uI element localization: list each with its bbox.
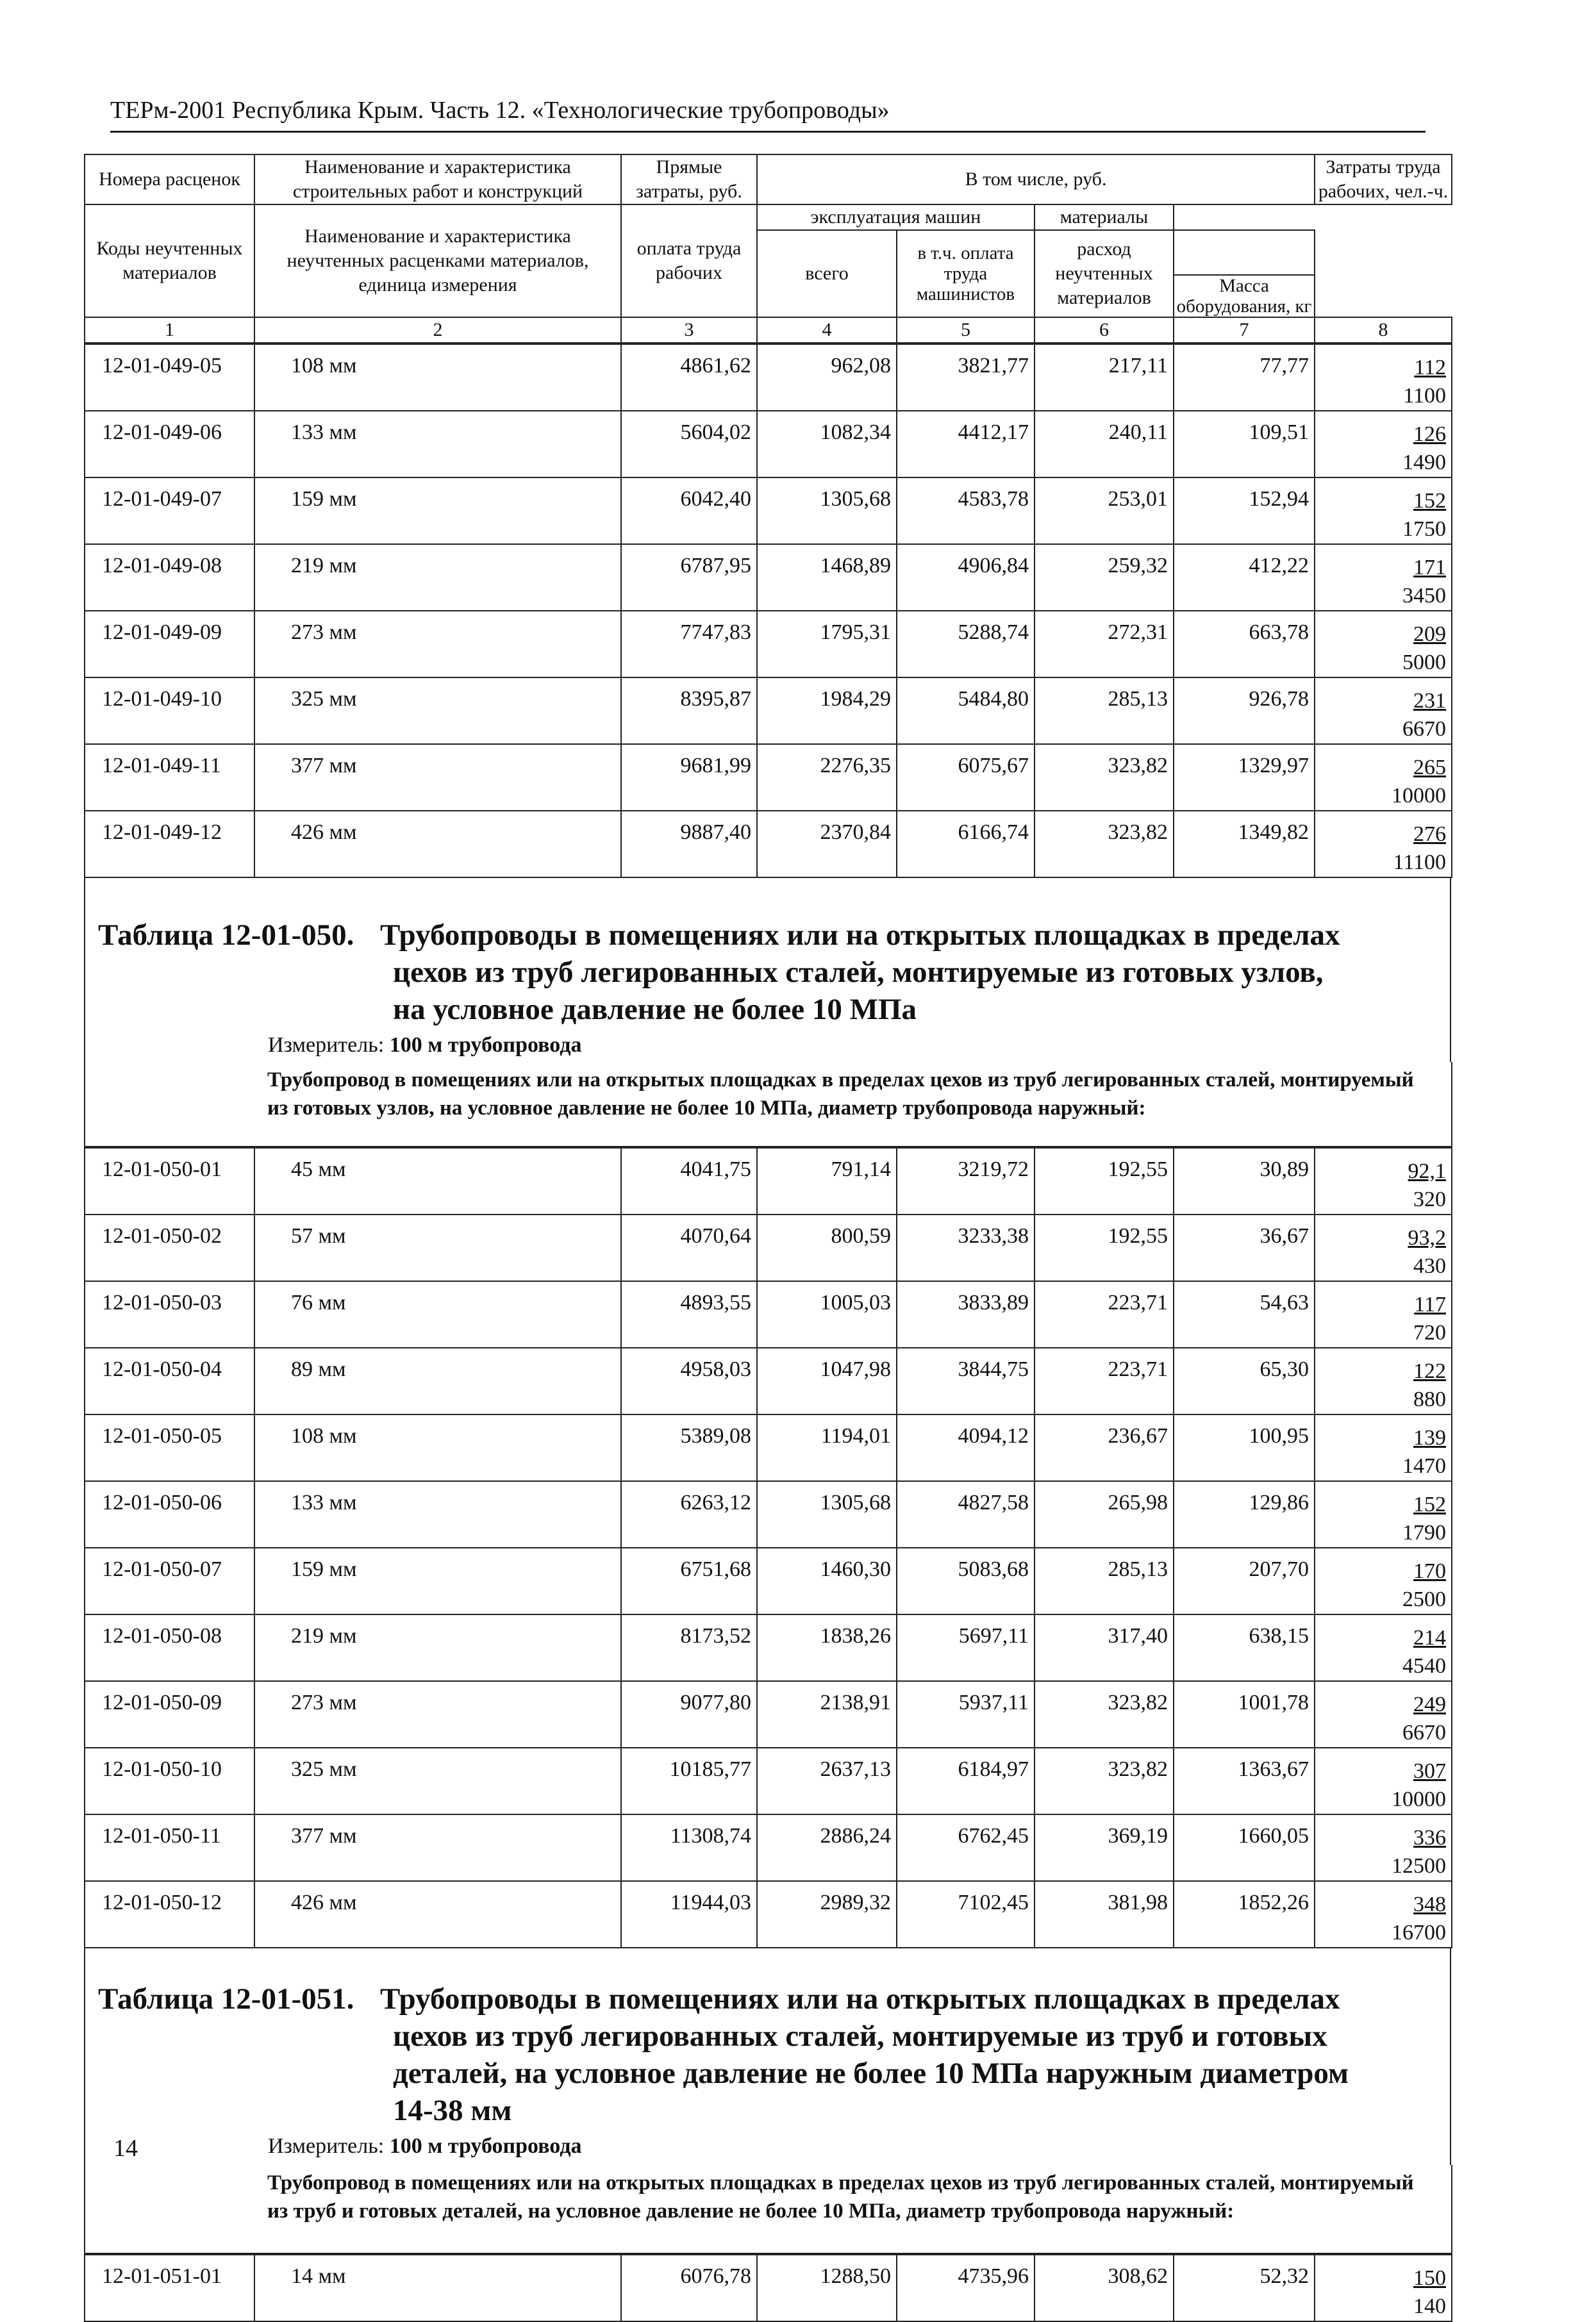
table-051-measure xyxy=(85,2134,1450,2159)
rate-code: 12-01-050-02 xyxy=(85,1215,254,1281)
rate-row xyxy=(85,1814,1452,1881)
materials-cost: 65,30 xyxy=(1174,1348,1315,1414)
direct-costs: 8173,52 xyxy=(621,1614,757,1681)
column-number: 3 xyxy=(621,317,757,343)
labor-hours-and-mass xyxy=(1315,1281,1452,1348)
col8-top-cont xyxy=(1174,230,1315,275)
materials-cost: 412,22 xyxy=(1174,544,1315,611)
labor-wages: 1468,89 xyxy=(757,544,897,611)
equipment-mass: 1790 xyxy=(1402,1521,1446,1545)
rate-name: 76 мм xyxy=(254,1281,621,1348)
labor-hours-and-mass xyxy=(1315,344,1452,411)
table-051-title-line: 14-38 мм xyxy=(393,2094,512,2127)
rate-name: 57 мм xyxy=(254,1215,621,1281)
rate-name: 219 мм xyxy=(254,544,621,611)
operators-wages: 308,62 xyxy=(1035,2255,1174,2321)
labor-hours: 265 xyxy=(1413,756,1446,779)
labor-hours: 307 xyxy=(1413,1759,1446,1783)
operators-wages: 265,98 xyxy=(1035,1481,1174,1548)
labor-hours-and-mass xyxy=(1315,811,1452,877)
col1-bottom-header: Коды неучтенных материалов xyxy=(85,204,254,317)
labor-wages: 1288,50 xyxy=(757,2255,897,2321)
operators-wages: 217,11 xyxy=(1035,344,1174,411)
direct-costs: 4070,64 xyxy=(621,1215,757,1281)
labor-hours-and-mass xyxy=(1315,1481,1452,1548)
rate-name: 159 мм xyxy=(254,477,621,544)
labor-hours: 93,2 xyxy=(1408,1226,1446,1250)
equipment-mass: 10000 xyxy=(1392,1787,1446,1811)
column-number: 8 xyxy=(1315,317,1452,343)
table-051-intro: Трубопровод в помещениях или на открытых площадках в пределах цехов из труб легированных сталей, монтируемый из труб и готовых деталей, на условное давление не более 10 МПа, диаметр трубопровода наружный: xyxy=(267,2171,1414,2223)
labor-hours: 336 xyxy=(1413,1826,1446,1850)
rate-code: 12-01-050-10 xyxy=(85,1748,254,1814)
labor-hours-and-mass xyxy=(1315,477,1452,544)
col8-top-header: Затраты труда рабочих, чел.-ч. xyxy=(1315,154,1452,204)
rate-row xyxy=(85,1748,1452,1814)
rate-row xyxy=(85,1281,1452,1348)
labor-hours-and-mass xyxy=(1315,611,1452,677)
machines-total: 5083,68 xyxy=(897,1548,1035,1614)
labor-hours: 92,1 xyxy=(1408,1159,1446,1183)
equipment-mass: 4540 xyxy=(1402,1654,1446,1678)
rates-document xyxy=(84,154,1451,2318)
operators-wages: 253,01 xyxy=(1035,477,1174,544)
direct-costs: 5389,08 xyxy=(621,1414,757,1481)
labor-hours-and-mass xyxy=(1315,544,1452,611)
labor-wages: 2989,32 xyxy=(757,1881,897,1948)
rate-row xyxy=(85,477,1452,544)
table-050-title-line: Трубопроводы в помещениях или на открытых площадках в пределах xyxy=(380,918,1340,952)
rate-code: 12-01-049-06 xyxy=(85,411,254,477)
rate-row xyxy=(85,1148,1452,1215)
labor-hours: 170 xyxy=(1413,1559,1446,1583)
materials-cost: 1660,05 xyxy=(1174,1814,1315,1881)
table-050-intro-row xyxy=(84,1062,1452,1147)
rate-row xyxy=(85,744,1452,811)
machines-total: 5484,80 xyxy=(897,677,1035,744)
measure-value: 100 м трубопровода xyxy=(389,1033,582,1057)
materials-cost: 207,70 xyxy=(1174,1548,1315,1614)
operators-wages: 285,13 xyxy=(1035,677,1174,744)
rate-name: 159 мм xyxy=(254,1548,621,1614)
labor-hours-and-mass xyxy=(1315,1414,1452,1481)
machines-total: 6075,67 xyxy=(897,744,1035,811)
operators-wages: 259,32 xyxy=(1035,544,1174,611)
rate-code: 12-01-050-08 xyxy=(85,1614,254,1681)
rate-name: 377 мм xyxy=(254,744,621,811)
rate-row xyxy=(85,544,1452,611)
machines-total: 4735,96 xyxy=(897,2255,1035,2321)
labor-wages: 2637,13 xyxy=(757,1748,897,1814)
materials-cost: 1329,97 xyxy=(1174,744,1315,811)
equipment-mass: 16700 xyxy=(1392,1921,1446,1945)
operators-wages: 381,98 xyxy=(1035,1881,1174,1948)
machines-header: эксплуатация машин xyxy=(757,204,1035,230)
equipment-mass: 5000 xyxy=(1402,651,1446,674)
labor-hours-and-mass xyxy=(1315,1548,1452,1614)
machines-total: 5288,74 xyxy=(897,611,1035,677)
machines-total: 4412,17 xyxy=(897,411,1035,477)
column-number: 1 xyxy=(85,317,254,343)
machines-total: 3833,89 xyxy=(897,1281,1035,1348)
rate-name: 14 мм xyxy=(254,2255,621,2321)
equipment-mass: 140 xyxy=(1413,2294,1446,2318)
rate-name: 108 мм xyxy=(254,1414,621,1481)
col3-header: Прямые затраты, руб. xyxy=(621,154,757,204)
rate-row xyxy=(85,411,1452,477)
table-050-intro: Трубопровод в помещениях или на открытых площадках в пределах цехов из труб легированных сталей, монтируемый из готовых узлов, на условное давление не более 10 МПа, диаметр трубопровода наружный: xyxy=(267,1068,1414,1120)
direct-costs: 4861,62 xyxy=(621,344,757,411)
rate-row xyxy=(85,677,1452,744)
operators-wages: 317,40 xyxy=(1035,1614,1174,1681)
machines-total: 3233,38 xyxy=(897,1215,1035,1281)
table-051-rows xyxy=(84,2254,1452,2322)
labor-wages: 1082,34 xyxy=(757,411,897,477)
direct-costs: 10185,77 xyxy=(621,1748,757,1814)
table-050-title-line: цехов из труб легированных сталей, монтируемые из готовых узлов, xyxy=(393,956,1324,989)
rate-code: 12-01-050-04 xyxy=(85,1348,254,1414)
labor-hours-and-mass xyxy=(1315,1814,1452,1881)
labor-hours: 122 xyxy=(1413,1359,1446,1383)
col5-header: всего xyxy=(757,230,897,317)
labor-wages: 800,59 xyxy=(757,1215,897,1281)
equipment-mass: 10000 xyxy=(1392,784,1446,808)
measure-value: 100 м трубопровода xyxy=(389,2134,582,2158)
operators-wages: 323,82 xyxy=(1035,744,1174,811)
labor-wages: 1305,68 xyxy=(757,477,897,544)
rate-row xyxy=(85,1881,1452,1948)
machines-total: 3821,77 xyxy=(897,344,1035,411)
col7-header: расход неучтенных материалов xyxy=(1035,230,1174,317)
page-number: 14 xyxy=(113,2135,138,2162)
equipment-mass: 1490 xyxy=(1402,451,1446,474)
direct-costs: 11944,03 xyxy=(621,1881,757,1948)
rate-code: 12-01-050-06 xyxy=(85,1481,254,1548)
col6-header: в т.ч. оплата труда машинистов xyxy=(897,230,1035,317)
rate-code: 12-01-050-07 xyxy=(85,1548,254,1614)
rate-row xyxy=(85,1414,1452,1481)
direct-costs: 4041,75 xyxy=(621,1148,757,1215)
labor-hours: 152 xyxy=(1413,1493,1446,1516)
table-051-title-line: цехов из труб легированных сталей, монтируемые из труб и готовых xyxy=(393,2019,1327,2053)
rate-name: 45 мм xyxy=(254,1148,621,1215)
column-number: 2 xyxy=(254,317,621,343)
rate-name: 426 мм xyxy=(254,811,621,877)
materials-header: материалы xyxy=(1035,204,1174,230)
column-number: 5 xyxy=(897,317,1035,343)
rate-name: 133 мм xyxy=(254,1481,621,1548)
equipment-mass: 2500 xyxy=(1402,1588,1446,1611)
labor-wages: 2276,35 xyxy=(757,744,897,811)
table-051-intro-row xyxy=(84,2165,1452,2254)
measure-label: Измеритель: xyxy=(268,2134,385,2158)
equipment-mass: 12500 xyxy=(1392,1854,1446,1878)
rate-name: 108 мм xyxy=(254,344,621,411)
col1-top-header: Номера расценок xyxy=(85,154,254,204)
labor-hours: 117 xyxy=(1414,1293,1446,1316)
direct-costs: 9077,80 xyxy=(621,1681,757,1748)
rate-row xyxy=(85,344,1452,411)
machines-total: 5937,11 xyxy=(897,1681,1035,1748)
operators-wages: 236,67 xyxy=(1035,1414,1174,1481)
rate-code: 12-01-049-09 xyxy=(85,611,254,677)
table-050-heading xyxy=(84,878,1451,1062)
table-051-title-line: Трубопроводы в помещениях или на открытых площадках в пределах xyxy=(380,1982,1340,2016)
materials-cost: 52,32 xyxy=(1174,2255,1315,2321)
operators-wages: 323,82 xyxy=(1035,811,1174,877)
direct-costs: 6263,12 xyxy=(621,1481,757,1548)
labor-hours: 249 xyxy=(1413,1693,1446,1716)
labor-hours-and-mass xyxy=(1315,1614,1452,1681)
equipment-mass: 1750 xyxy=(1402,517,1446,541)
labor-hours-and-mass xyxy=(1315,677,1452,744)
machines-total: 7102,45 xyxy=(897,1881,1035,1948)
machines-total: 3219,72 xyxy=(897,1148,1035,1215)
equipment-mass: 3450 xyxy=(1402,584,1446,608)
labor-wages: 1984,29 xyxy=(757,677,897,744)
operators-wages: 192,55 xyxy=(1035,1148,1174,1215)
direct-costs: 4958,03 xyxy=(621,1348,757,1414)
operators-wages: 223,71 xyxy=(1035,1348,1174,1414)
operators-wages: 272,31 xyxy=(1035,611,1174,677)
operators-wages: 240,11 xyxy=(1035,411,1174,477)
labor-hours: 231 xyxy=(1413,689,1446,713)
rate-row xyxy=(85,2255,1452,2321)
table-051-label: Таблица 12-01-051. xyxy=(98,1982,354,2016)
rate-row xyxy=(85,1548,1452,1614)
labor-wages: 962,08 xyxy=(757,344,897,411)
rate-name: 377 мм xyxy=(254,1814,621,1881)
machines-total: 4827,58 xyxy=(897,1481,1035,1548)
materials-cost: 926,78 xyxy=(1174,677,1315,744)
direct-costs: 4893,55 xyxy=(621,1281,757,1348)
direct-costs: 7747,83 xyxy=(621,611,757,677)
machines-total: 6166,74 xyxy=(897,811,1035,877)
measure-label: Измеритель: xyxy=(268,1033,385,1057)
materials-cost: 1852,26 xyxy=(1174,1881,1315,1948)
labor-wages: 791,14 xyxy=(757,1148,897,1215)
labor-hours: 214 xyxy=(1413,1626,1446,1650)
direct-costs: 9681,99 xyxy=(621,744,757,811)
col8-bottom-header: Масса оборудования, кг xyxy=(1174,275,1315,317)
rate-name: 325 мм xyxy=(254,1748,621,1814)
column-number: 4 xyxy=(757,317,897,343)
table-051-title-line: деталей, на условное давление не более 10 МПа наружным диаметром xyxy=(393,2057,1349,2090)
rate-name: 219 мм xyxy=(254,1614,621,1681)
labor-hours: 152 xyxy=(1413,489,1446,513)
labor-wages: 1005,03 xyxy=(757,1281,897,1348)
labor-hours: 171 xyxy=(1413,556,1446,579)
column-numbers-row xyxy=(85,317,1452,343)
labor-wages: 1194,01 xyxy=(757,1414,897,1481)
machines-total: 6762,45 xyxy=(897,1814,1035,1881)
direct-costs: 6076,78 xyxy=(621,2255,757,2321)
labor-wages: 2138,91 xyxy=(757,1681,897,1748)
rate-row xyxy=(85,611,1452,677)
rate-code: 12-01-051-01 xyxy=(85,2255,254,2321)
rate-code: 12-01-050-05 xyxy=(85,1414,254,1481)
equipment-mass: 320 xyxy=(1413,1188,1446,1211)
direct-costs: 9887,40 xyxy=(621,811,757,877)
operators-wages: 223,71 xyxy=(1035,1281,1174,1348)
labor-hours-and-mass xyxy=(1315,411,1452,477)
rate-name: 325 мм xyxy=(254,677,621,744)
equipment-mass: 1470 xyxy=(1402,1454,1446,1478)
labor-hours-and-mass xyxy=(1315,1881,1452,1948)
rate-row xyxy=(85,1215,1452,1281)
equipment-mass: 11100 xyxy=(1393,850,1446,874)
labor-hours-and-mass xyxy=(1315,1148,1452,1215)
materials-cost: 109,51 xyxy=(1174,411,1315,477)
equipment-mass: 6670 xyxy=(1402,717,1446,741)
labor-hours: 276 xyxy=(1413,822,1446,846)
rate-code: 12-01-049-11 xyxy=(85,744,254,811)
materials-cost: 638,15 xyxy=(1174,1614,1315,1681)
rate-row xyxy=(85,1348,1452,1414)
labor-wages: 1795,31 xyxy=(757,611,897,677)
rate-name: 89 мм xyxy=(254,1348,621,1414)
operators-wages: 323,82 xyxy=(1035,1748,1174,1814)
labor-hours: 112 xyxy=(1414,356,1446,379)
operators-wages: 285,13 xyxy=(1035,1548,1174,1614)
materials-cost: 1349,82 xyxy=(1174,811,1315,877)
rate-row xyxy=(85,1681,1452,1748)
rate-code: 12-01-050-11 xyxy=(85,1814,254,1881)
labor-wages: 1838,26 xyxy=(757,1614,897,1681)
labor-hours: 150 xyxy=(1413,2266,1446,2290)
table-051-heading xyxy=(84,1948,1451,2165)
col4-header: оплата труда рабочих xyxy=(621,204,757,317)
machines-total: 4583,78 xyxy=(897,477,1035,544)
col2-bottom-header: Наименование и характеристика неучтенных расценками материалов, единица измерения xyxy=(254,204,621,317)
labor-hours-and-mass xyxy=(1315,2255,1452,2321)
direct-costs: 6787,95 xyxy=(621,544,757,611)
direct-costs: 8395,87 xyxy=(621,677,757,744)
rate-code: 12-01-049-12 xyxy=(85,811,254,877)
rate-row xyxy=(85,1614,1452,1681)
operators-wages: 323,82 xyxy=(1035,1681,1174,1748)
rate-name: 273 мм xyxy=(254,611,621,677)
labor-hours-and-mass xyxy=(1315,1348,1452,1414)
rate-code: 12-01-050-12 xyxy=(85,1881,254,1948)
labor-wages: 2370,84 xyxy=(757,811,897,877)
operators-wages: 369,19 xyxy=(1035,1814,1174,1881)
table-050-title xyxy=(85,878,1450,1028)
table-050-rows xyxy=(84,1147,1452,1948)
machines-total: 6184,97 xyxy=(897,1748,1035,1814)
labor-hours: 348 xyxy=(1413,1893,1446,1916)
column-number: 6 xyxy=(1035,317,1174,343)
labor-wages: 1460,30 xyxy=(757,1548,897,1614)
labor-hours: 209 xyxy=(1413,622,1446,646)
table-header xyxy=(84,154,1452,344)
materials-cost: 54,63 xyxy=(1174,1281,1315,1348)
materials-cost: 129,86 xyxy=(1174,1481,1315,1548)
machines-total: 3844,75 xyxy=(897,1348,1035,1414)
equipment-mass: 720 xyxy=(1413,1321,1446,1345)
materials-cost: 663,78 xyxy=(1174,611,1315,677)
equipment-mass: 1100 xyxy=(1403,384,1446,408)
rate-code: 12-01-049-05 xyxy=(85,344,254,411)
labor-hours-and-mass xyxy=(1315,1681,1452,1748)
machines-total: 5697,11 xyxy=(897,1614,1035,1681)
labor-wages: 1047,98 xyxy=(757,1348,897,1414)
equipment-mass: 880 xyxy=(1413,1388,1446,1411)
table-050-title-line: на условное давление не более 10 МПа xyxy=(393,993,917,1026)
rate-row xyxy=(85,811,1452,877)
direct-costs: 6042,40 xyxy=(621,477,757,544)
machines-total: 4906,84 xyxy=(897,544,1035,611)
labor-wages: 2886,24 xyxy=(757,1814,897,1881)
machines-total: 4094,12 xyxy=(897,1414,1035,1481)
materials-cost: 152,94 xyxy=(1174,477,1315,544)
rate-code: 12-01-050-03 xyxy=(85,1281,254,1348)
materials-cost: 1001,78 xyxy=(1174,1681,1315,1748)
labor-hours: 126 xyxy=(1413,422,1446,446)
materials-cost: 77,77 xyxy=(1174,344,1315,411)
rate-name: 273 мм xyxy=(254,1681,621,1748)
rate-name: 133 мм xyxy=(254,411,621,477)
including-header: В том числе, руб. xyxy=(757,154,1315,204)
labor-hours-and-mass xyxy=(1315,1748,1452,1814)
materials-cost: 36,67 xyxy=(1174,1215,1315,1281)
header-rule xyxy=(110,131,1426,133)
page-header-title: ТЕРм-2001 Республика Крым. Часть 12. «Технологические трубопроводы» xyxy=(110,97,890,124)
rate-name: 426 мм xyxy=(254,1881,621,1948)
rate-code: 12-01-050-09 xyxy=(85,1681,254,1748)
labor-wages: 1305,68 xyxy=(757,1481,897,1548)
direct-costs: 6751,68 xyxy=(621,1548,757,1614)
equipment-mass: 430 xyxy=(1413,1254,1446,1278)
direct-costs: 11308,74 xyxy=(621,1814,757,1881)
rate-code: 12-01-050-01 xyxy=(85,1148,254,1215)
table-050-measure xyxy=(85,1033,1450,1057)
equipment-mass: 6670 xyxy=(1402,1721,1446,1745)
labor-hours-and-mass xyxy=(1315,744,1452,811)
rate-code: 12-01-049-08 xyxy=(85,544,254,611)
column-number: 7 xyxy=(1174,317,1315,343)
table-051-title xyxy=(85,1948,1450,2129)
direct-costs: 5604,02 xyxy=(621,411,757,477)
table-049-rows xyxy=(84,344,1452,878)
rate-code: 12-01-049-10 xyxy=(85,677,254,744)
operators-wages: 192,55 xyxy=(1035,1215,1174,1281)
labor-hours-and-mass xyxy=(1315,1215,1452,1281)
col2-top-header: Наименование и характеристика строительных работ и конструкций xyxy=(254,154,621,204)
rate-row xyxy=(85,1481,1452,1548)
materials-cost: 1363,67 xyxy=(1174,1748,1315,1814)
table-050-label: Таблица 12-01-050. xyxy=(98,918,354,952)
materials-cost: 30,89 xyxy=(1174,1148,1315,1215)
materials-cost: 100,95 xyxy=(1174,1414,1315,1481)
labor-hours: 139 xyxy=(1413,1426,1446,1450)
rate-code: 12-01-049-07 xyxy=(85,477,254,544)
